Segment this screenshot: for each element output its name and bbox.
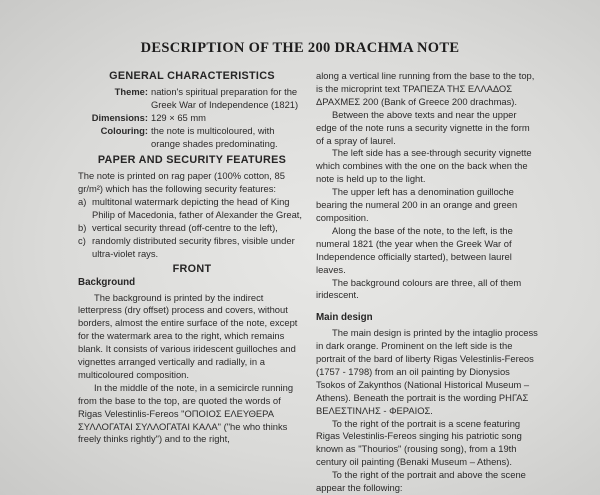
right-column (316, 70, 538, 495)
front-heading: FRONT (172, 262, 212, 275)
dimensions-row (78, 112, 306, 125)
main-design-paragraph-2: To the right of the portrait is a scene featuring Rigas Velestinlis-Fereos singing his patriotic song known as "Thourios" (rousing song), from a 19th century oil painting (Benaki Museum – Athens). (316, 417, 522, 468)
list-marker: b) (78, 221, 87, 233)
dimensions-value: 129 × 65 mm (151, 111, 206, 123)
main-design-paragraph-1: The main design is printed by the intaglio process in dark orange. Prominent on the left side is the portrait of the bard of liberty Rigas Velestinlis-Fereos (1757 - 1798) from an oil painting by Dionysios Tsokos of Zakynthos (National Historical Museum – Athens). Beneath the portrait is the wording ΡΗΓΑΣ ΒΕΛΕΣΤΙΝΛΗΣ - ΦΕΡΑΙΟΣ. (316, 327, 538, 416)
dimensions-label: Dimensions: (91, 111, 148, 123)
background-heading: Background (78, 276, 136, 288)
colouring-value: the note is multicoloured, with orange shades predominating. (151, 124, 278, 149)
paper-intro: The note is printed on rag paper (100% cotton, 85 gr/m²) which has the following security features: (78, 170, 285, 195)
list-text: vertical security thread (off-centre to the left), (92, 221, 278, 233)
paper-security-heading: PAPER AND SECURITY FEATURES (97, 154, 287, 167)
colouring-row (78, 125, 306, 151)
general-characteristics-heading: GENERAL CHARACTERISTICS (109, 70, 275, 82)
background-paragraph-1: The background is printed by the indirect letterpress (dry offset) process and covers, without borders, almost the entire surface of the note, except for the watermark area to the right, which remains blank. It consists of various iridescent guilloches and vignettes arranged vertically and radially, in a multicoloured composition. (78, 291, 298, 380)
list-item (78, 196, 306, 222)
right-paragraph-2: Between the above texts and near the upper edge of the note runs a security vignette in the form of a spray of laurel. (316, 108, 530, 146)
main-design-paragraph-3: To the right of the portrait and above the scene appear the following: (316, 469, 526, 494)
list-marker: a) (78, 196, 87, 208)
right-paragraph-4: The upper left has a denomination guilloche bearing the numeral 200 in an orange and green composition. (316, 186, 518, 223)
right-paragraph-3: The left side has a see-through security vignette which combines with the one on the back when the note is held up to the light. (316, 147, 532, 185)
left-column (78, 70, 306, 446)
right-paragraph-5: Along the base of the note, to the left, is the numeral 1821 (the year when the Greek War of Independence officially started), between laurel leaves. (316, 224, 513, 275)
theme-label: Theme: (114, 85, 148, 97)
list-item (78, 235, 306, 261)
background-paragraph-2: In the middle of the note, in a semicircle running from the base to the top, are quoted the words of Rigas Velestinlis-Fereos "ΟΠΟΙΟΣ ΕΛΕΥΘΕΡΑ ΣΥΛΛΟΓΑΤΑΙ ΣΥΛΛΟΓΑΤΑΙ ΚΑΛΑ" ("he who thinks freely thinks rightly") and to the right, (78, 381, 294, 445)
theme-value: nation's spiritual preparation for the Greek War of Independence (1821) (151, 85, 299, 110)
right-paragraph-6: The background colours are three, all of them iridescent. (316, 276, 522, 301)
main-design-heading: Main design (316, 312, 373, 324)
colouring-label: Colouring: (100, 124, 148, 136)
list-text: randomly distributed security fibres, visible under ultra-violet rays. (92, 234, 295, 259)
right-paragraph-1: along a vertical line running from the base to the top, is the microprint text ΤΡΑΠΕΖΑ ΤΗΣ ΕΛΛΑΔΟΣ ΔΡΑΧΜΕΣ 200 (Bank of Greece 200 drachmas). (316, 70, 535, 107)
theme-row (78, 86, 306, 112)
list-item (78, 222, 306, 235)
page-title: DESCRIPTION OF THE 200 DRACHMA NOTE (140, 40, 460, 56)
list-marker: c) (78, 234, 86, 246)
list-text: multitonal watermark depicting the head of King Philip of Macedonia, father of Alexander the Great, (92, 196, 303, 221)
